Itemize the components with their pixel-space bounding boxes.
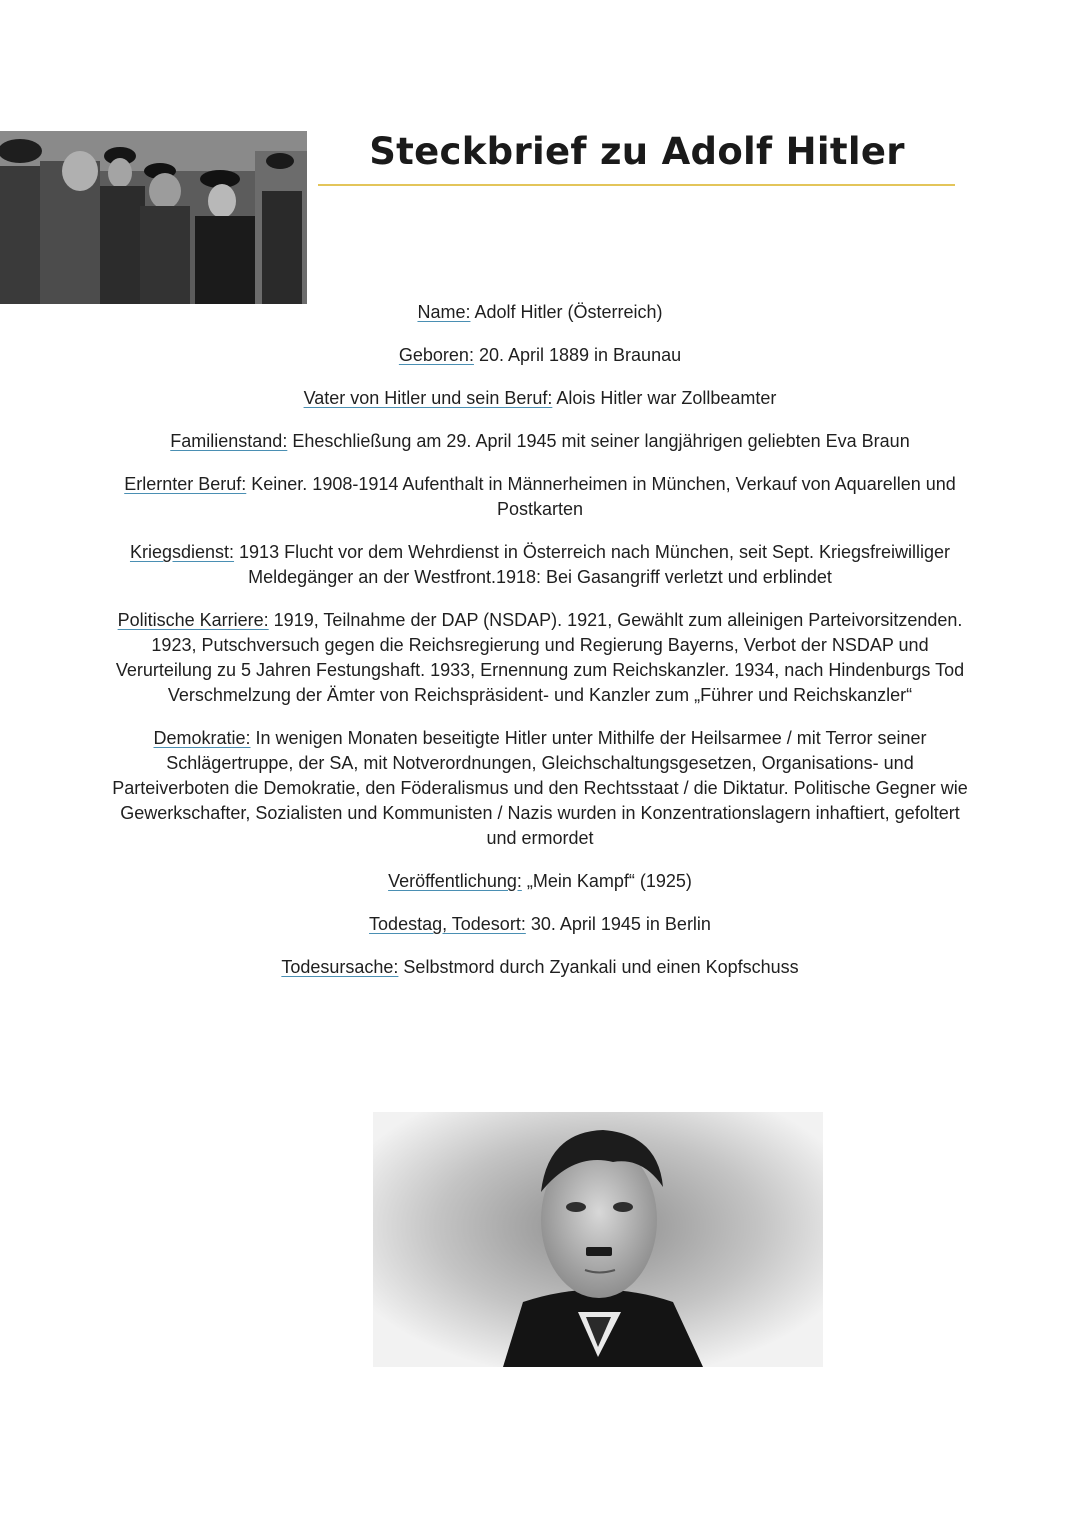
entry-text: Selbstmord durch Zyankali und einen Kopfschuss bbox=[398, 957, 799, 977]
entry-label: Name: bbox=[417, 302, 471, 322]
entry-label: Todesursache: bbox=[281, 957, 399, 977]
entry-profession bbox=[110, 472, 970, 522]
entry-text: In wenigen Monaten beseitigte Hitler unter Mithilfe der Heilsarmee / mit Terror seiner Schlägertruppe, der SA, mit Notverordnungen, Gleichschaltungsgesetzen, Organisations- und Parteiverboten die Demokratie, den Föderalismus und den Rechtsstaat / die Diktatur. Politische Gegner wie Gewerkschafter, Sozialisten und Kommunisten / Nazis wurden in Konzentrationslagern inhaftiert, gefoltert und ermordet bbox=[112, 728, 968, 848]
entry-label: Veröffentlichung: bbox=[388, 871, 522, 891]
entry-text: Eheschließung am 29. April 1945 mit seiner langjährigen geliebten Eva Braun bbox=[287, 431, 910, 451]
entry-label: Demokratie: bbox=[153, 728, 251, 748]
entry-text: 30. April 1945 in Berlin bbox=[525, 914, 711, 934]
entry-father bbox=[110, 386, 970, 411]
entry-text: 1913 Flucht vor dem Wehrdienst in Österreich nach München, seit Sept. Kriegsfreiwilliger Meldegänger an der Westfront.1918: Bei Gasangriff verletzt und erblindet bbox=[234, 542, 951, 587]
entry-born bbox=[110, 343, 970, 368]
entry-text: „Mein Kampf“ (1925) bbox=[521, 871, 692, 891]
entry-text: 20. April 1889 in Braunau bbox=[473, 345, 682, 365]
entry-text: Alois Hitler war Zollbeamter bbox=[552, 388, 777, 408]
entry-political-career bbox=[110, 608, 970, 708]
entry-text: Keiner. 1908-1914 Aufenthalt in Männerheimen in München, Verkauf von Aquarellen und Postkarten bbox=[246, 474, 956, 519]
historical-group-photo bbox=[0, 131, 307, 304]
title-underline bbox=[318, 184, 955, 186]
entry-label: Todestag, Todesort: bbox=[369, 914, 526, 934]
entry-label: Geboren: bbox=[398, 345, 474, 365]
entry-label: Vater von Hitler und sein Beruf: bbox=[303, 388, 553, 408]
entry-military-service bbox=[110, 540, 970, 590]
entry-text: 1919, Teilnahme der DAP (NSDAP). 1921, Gewählt zum alleinigen Parteivorsitzenden. 1923, Putschversuch gegen die Reichsregierung und Regierung Bayerns, Verbot der NSDAP und Verurteilung zu 5 Jahren Festungshaft. 1933, Ernennung zum Reichskanzler. 1934, nach Hindenburgs Tod Verschmelzung der Ämter von Reichspräsident- und Kanzler zum „Führer und Reichskanzler“ bbox=[115, 610, 965, 705]
page-title: Steckbrief zu Adolf Hitler bbox=[369, 130, 905, 173]
entry-label: Kriegsdienst: bbox=[129, 542, 235, 562]
entry-marital-status bbox=[110, 429, 970, 454]
entry-democracy bbox=[110, 726, 970, 851]
profile-content bbox=[110, 300, 970, 998]
entry-name bbox=[110, 300, 970, 325]
entry-publication bbox=[110, 869, 970, 894]
entry-label: Familienstand: bbox=[170, 431, 288, 451]
entry-death-date-place bbox=[110, 912, 970, 937]
entry-label: Politische Karriere: bbox=[117, 610, 269, 630]
entry-cause-of-death bbox=[110, 955, 970, 980]
entry-text: Adolf Hitler (Österreich) bbox=[470, 302, 663, 322]
portrait-photo bbox=[373, 1112, 823, 1367]
entry-label: Erlernter Beruf: bbox=[124, 474, 247, 494]
